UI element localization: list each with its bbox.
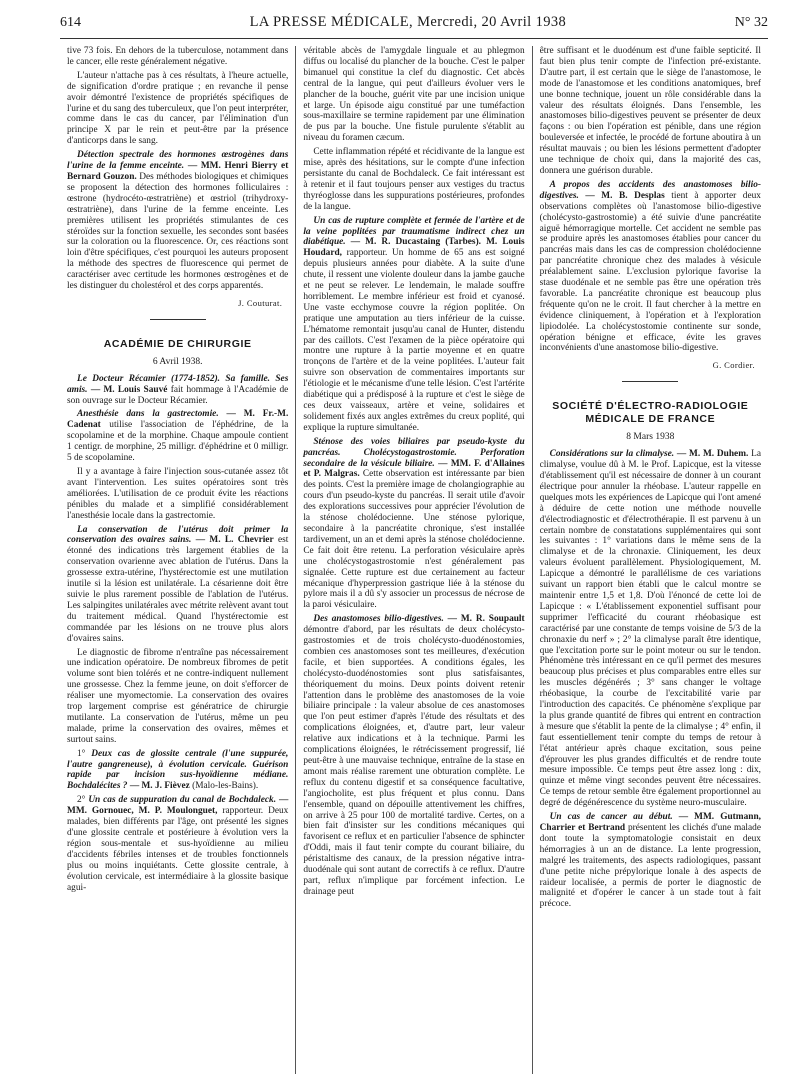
report-entry	[303, 614, 524, 898]
report-authors: — MM. Gornouec, M. P. Moulonguet,	[67, 795, 289, 817]
report-entry	[67, 795, 288, 893]
report-body: Des méthodes biologiques et chimiques se proposent la détection des hormones folliculaires : œstrone (hydrocéto-œstratriène) et œstriol (trihydroxy-œstratriène), dans l'urine de la femme enceinte. Les premières utilisent les propriétés stimulantes de ces stéroïdes sur la fonction sexuelle, les secondes sont basées sur la coloration ou la fluorescence. Or, ces réactions sont loin d'être spécifiques, c'est pourquoi les auteurs proposent la méthode des spectres de fluorescence qui permet de caractériser avec certitude les hormones œstrogènes et de les distinguer du cholestérol et des corps apparentés.	[67, 171, 289, 292]
report-authors: — M. R. Soupault	[447, 614, 525, 625]
paragraph: véritable abcès de l'amygdale linguale et au phlegmon diffus ou localisé du plancher de la bouche. C'est le palper bimanuel qui constitue la clef du diagnostic. Cet abcès central de la langue, qui peut d'ailleurs évoluer vers le plancher de la bouche, guérit vite par une incision unique et large. Un épisode aigu constitué par une tuméfaction sous-maxillaire se termine rapidement par une élimination de pus par la bouche. Une fistule purulente s'établit au niveau du foramen cæcum.	[303, 46, 525, 144]
paragraph: L'auteur n'attache pas à ces résultats, à l'heure actuelle, de signification d'ordre pratique ; en revanche il pense avoir démontré l'existence de propriétés spécifiques de l'urine et du sang des tuberculeux, que l'on peut interpréter, comme dans le cas du cancer, par l'élimination d'un principe X par le rein et peut-être par la présence d'anticorps dans le sang.	[67, 70, 289, 147]
report-entry	[67, 409, 288, 464]
item-number: 2°	[77, 795, 89, 806]
report-title: Deux cas de glossite centrale (l'une suppurée, l'autre gangreneuse), à évolution cervicale. Guérison rapide par incision sus-hyoïdienne médiane. Bochdalécites ?	[67, 748, 289, 792]
report-body: présentent les clichés d'une malade dont toute la symptomatologie consistait en deux hémorragies à un an de distance. La lente progression, malgré les traitements, des aspects radiologiques, passant d'une petite niche prépylorique lonale à des aspects de raideur localisée, a permis de porter le diagnostic de malignité et d'opérer le cancer à un stade tout à fait précoce.	[539, 823, 761, 910]
report-title: Anesthésie dans la gastrectomie.	[77, 409, 219, 420]
page-header	[60, 14, 768, 38]
report-entry	[67, 150, 288, 292]
report-authors: — M. L. Chevrier	[195, 535, 274, 546]
journal-title: LA PRESSE MÉDICALE, Mercredi, 20 Avril 1938	[249, 14, 567, 30]
signature: G. Cordier.	[712, 360, 755, 371]
paragraph: Il y a avantage à faire l'injection sous-cutanée assez tôt avant l'intervention. Les suites opératoires sont très améliorées. L'utilisation de ce produit évite les réactions pénibles du malade et a simplifié considérablement l'anesthésie locale dans la gastrectomie.	[67, 467, 289, 521]
report-title: A propos des accidents des anastomoses bilio-digestives.	[539, 179, 761, 201]
report-authors: — M. M. Duhem.	[676, 449, 749, 460]
page-number: 614	[60, 15, 81, 30]
report-body: démontre d'abord, par les résultats de deux cholécysto-gastrostomies et de trois cholécysto-duodénostomies, combien ces anastomoses sont tes meilleures, d'exécution facile, et bien supportées. A conditions égales, les cholécysto-duodénostomies sont plus satisfaisantes, théoriquement du moins. Deux points doivent retenir l'attention dans le problème des anastomoses de la voie biliaire principale : la valeur absolue de ces anastomoses que l'on peut estimer d'après l'étude des résultats et des complications éloignées, et, d'autre part, leur valeur relative aux indications et à la technique. Parmi les complications éloignées, le rétrécissement progressif, lié peut-être à une mauvaise technique, entraîne de la stase en amont mais réalise rarement une obturation complète. Le reflux du contenu digestif et sa conséquence facultative, l'angiocholite, est plus fréquent et plus connu. Dans l'ensemble, quand on dépouille attentivement les chiffres, on arrive à 25 pour 100 de mortalité tardive. Certes, on a bien fait d'insister sur les conditions mécaniques qui favorisent ce reflux et en particulier l'absence de sphincter d'Oddi, mais il faut tenir compte du courant biliaire, du péristaltisme des canaux, de la pression négative intra-duodénale qui sont autant de correctifs à ce reflux. D'autre part, reflux n'implique par forcément infection. Le drainage peut	[303, 625, 525, 897]
report-authors: — MM. Henri Bierry et Bernard Gouzon.	[67, 161, 289, 182]
section-heading: SOCIÉTÉ D'ÉLECTRO-RADIOLOGIE MÉDICALE DE FRANCE	[552, 400, 749, 426]
paragraph: tive 73 fois. En dehors de la tuberculose, notamment dans le cancer, elle reste généralement négative.	[67, 46, 289, 67]
report-authors: — M. R. Ducastaing (Tarbes). M. Louis Houdard,	[303, 237, 525, 259]
report-authors: — M. B. Desplas	[585, 190, 665, 201]
report-title: Sténose des voies biliaires par pseudo-kyste du pancréas. Cholécystogastrostomie. Perforation secondaire de la vésicule biliaire.	[303, 436, 525, 469]
report-body: tient à apporter deux observations complètes où l'anastomose bilio-digestive (cholécysto-gastrostomie) a été suivie d'une pancréatite aiguë hémorragique mortelle. Cet accident ne semble pas se produire après les anastomoses établies pour cancer du pancréas mais dans les cas de compression cholédocienne par pancréatite chronique chez des malades à vésicule préalablement saine. L'exclusion pylorique favorise la stase duodénale et ne semble pas être une opération très favorable. La pancréatite chronique est beaucoup plus fréquente qu'on ne le croit. Il faut chercher à la mettre en évidence cliniquement, à l'opération et à l'exploration lipiodolée. La cholécystostomie continente sur sonde, opération bénigne et efficace, évite les graves inconvénients d'une anastomose bilio-digestive.	[539, 190, 761, 354]
article-columns	[60, 46, 768, 1074]
report-entry	[303, 216, 524, 434]
section-divider	[622, 381, 678, 382]
section-date: 8 Mars 1938	[626, 432, 675, 443]
report-entry	[67, 749, 288, 793]
report-title: Considérations sur la climalyse.	[549, 449, 675, 460]
report-body: fait hommage à l'Académie de son ouvrage sur le Docteur Récamier.	[67, 384, 289, 406]
report-body: rapporteur. Un homme de 65 ans est soigné depuis plusieurs années pour diabète. A la suite d'une chute, il ressent une violente douleur dans la jambe gauche et ne peut se relever. Le lendemain, le malade souffre horriblement. Le membre inférieur est froid et cyanosé. Une vaste ecchymose couvre la région poplitée. On pratique une amputation au tiers inférieur de la cuisse. L'hématome remontait jusqu'au canal de Hunter, distendu par des caillots. C'est l'examen de la pièce opératoire qui montre une rupture à la partie moyenne et en quatre tronçons de l'artère et de la veine poplitées. L'auteur fait suivre son observation de commentaires importants sur l'étiologie et le mécanisme d'une telle lésion. C'est l'artérite diabétique qui a prédisposé à la rupture et c'est le siège de ces deux vaisseaux, artère et veine, solidaires et solidement fixés aux angles extrêmes du creux poplité, qui explique la rupture simultanée.	[303, 248, 525, 433]
report-title: Un cas de cancer au début.	[549, 812, 673, 823]
report-entry	[540, 449, 761, 809]
report-title: Un cas de suppuration du canal de Bochdaleck.	[88, 795, 277, 806]
paragraph: être suffisant et le duodénum est d'une faible septicité. Il faut bien plus tenir compte de l'infection pré-existante. D'autre part, il est certain que le siège de l'anastomose, le mode de l'anastomose et les conditions anatomiques, bref une bonne technique, jouent un rôle considérable dans la valeur des résultats éloignés. Dans l'ensemble, les anastomoses bilio-digestives peuvent se présenter de deux façons : ou bien l'opération est pénible, dans une région bouleversée et infectée, le procédé de fortune aboutira à un résultat mauvais ; ou bien les lésions permettent d'adopter une technique de choix qui, dans la majorité des cas, donnera une guérison durable.	[539, 46, 761, 176]
header-rule	[60, 38, 768, 39]
report-authors: — MM. F. d'Allaines et P. Malgras.	[303, 458, 525, 480]
report-authors: — M. Louis Sauvé	[90, 384, 168, 395]
report-entry	[540, 812, 761, 910]
column-2	[295, 46, 531, 1074]
report-title: Des anastomoses bilio-digestives.	[313, 614, 444, 625]
section-heading: ACADÉMIE DE CHIRURGIE	[103, 337, 252, 350]
paragraph: Le diagnostic de fibrome n'entraîne pas nécessairement une indication opératoire. De nombreux fibromes de petit volume sont bien tolérés et ne contre-indiquent nullement une grossesse. Chez la femme jeune, on doit s'efforcer de réaliser une myomectomie. La conservation des ovaires trop largement comprise est génératrice de chirurgie mutilante. La conservation de l'utérus, même un peu malade, prime la conservation des ovaires, mêmes et surtout sains.	[67, 647, 289, 745]
report-body: rapporteur. Deux malades, bien différents par l'âge, ont présenté les signes d'une glossite centrale et postérieure à évolution vers la région sous-mentale et sus-hyoïdienne au milieu d'accidents fébriles intenses et de troubles fonctionnels plus ou moins inquiétants. Cette glossite centrale, à évolution cervicale, est intermédiaire à la glossite basique agui-	[67, 806, 289, 893]
paragraph: Cette inflammation répété et récidivante de la langue est mise, après des hésitations, sur le compte d'une infection persistante du canal de Bochdaleck. Ce fait intéressant est à retenir et il faut toujours penser aux vestiges du tractus thyréoglosse dans les suppurations postérieures, profondes de la langue.	[303, 147, 525, 212]
report-body: Cette observation est intéressante par bien des points. C'est la première image de cholangiographie au cours d'un pseudo-kyste du pancréas. Il serait utile d'avoir des explorations successives pour apprécier l'évolution de la sténose cholédocienne. Une sténose pylorique, secondaire à la pancréatite chronique, s'est installée tardivement, un an et demi après la sténose cholédocienne. Ce fait doit être retenu. La perforation vésiculaire après une cholécystogastrostomie n'est généralement pas signalée. Cette rupture est due certainement au facteur mécanique d'hyperpression gastrique liée à la sténose du pylore mais il a dû s'y associer un processus de nécrose de la paroi vésiculaire.	[303, 469, 525, 611]
column-3	[532, 46, 768, 1074]
report-title: La conservation de l'utérus doit primer la conservation des ovaires sains.	[67, 524, 289, 546]
report-authors: — M. Fr.-M. Cadenat	[67, 409, 289, 431]
report-title: Un cas de rupture complète et fermée de l'artère et de la veine poplitées par traumatisme indirect chez un diabétique.	[303, 215, 525, 248]
report-entry	[67, 374, 288, 407]
report-title: Le Docteur Récamier (1774-1852). Sa famille. Ses amis.	[67, 373, 289, 395]
item-number: 1°	[77, 748, 92, 759]
section-date: 6 Avril 1938.	[152, 356, 203, 367]
report-entry	[67, 525, 288, 645]
report-authors: — M. J. Fièvez	[129, 781, 190, 792]
report-body: La climalyse, voulue dû à M. le Prof. Lapicque, est la vitesse d'établissement qu'il est nécessaire de donner à un courant électrique pour annuler la rhéobase. L'auteur rappelle en quelques mots les expériences de Lapicque qui l'ont amené à déduire de cette notion une méthode nouvelle d'électrodiagnostic et d'électrothérapie. Il est parvenu à un certain nombre de constatations supplémentaires qui sont les suivantes : 1° variations dans le même sens de la climalyse et de la chronaxie. Cliniquement, les deux valeurs évoluent parallèlement. Physiologiquement, M. Lapicque a démontré le parallélisme de ces variations suivant un rapport bien établi que le calcul montre se maintenir entre 1,5 et 1,8. D'où l'énoncé de cette loi de Lapicque : « L'établissement exponentiel suffisant pour supprimer l'efficacité du courant rhéobasique est caractérisé par une constante de temps voisine de 5/3 de la chronaxie du nerf » ; 2° la climalyse paraît être identique, que l'excitation porte sur le point moteur ou sur le tendon. Phénomène très intéressant en ce qu'il permet des mesures beaucoup plus précises et plus comparables entre elles sur les muscles dégénérés ; 3° sans changer le voltage rhéobasique, la courbe de l'excitabilité varie par l'introduction des capacités. Ce phénomène s'explique par la plus grande quantité de fibres qui entrent en contraction à mesure que s'établit la pente de la climalyse ; 4° enfin, il faut essentiellement tenir compte du temps de retour à l'état antérieur après chaque excitation, sous peine d'éprouver les plus grandes difficultés et de rendre toute mesure impossible. Ce temps peut être assez long : dix, quinze et même vingt secondes peuvent être nécessaires. Ce temps de retour semble être également proportionnel au degré de dégénérescence du système neuro-musculaire.	[539, 449, 761, 809]
column-1	[60, 46, 295, 1074]
report-body: (Malo-les-Bains).	[189, 781, 259, 792]
issue-number: N° 32	[734, 15, 768, 30]
report-body: est étonné des indications très largement établies de la conservation ovarienne avec ablation de l'utérus. Dans la grossesse extra-utérine, l'hystérectomie est une mutilation inutile si la lésion est unilatérale. La césarienne doit être suivie le plus rarement possible de l'ablation de l'utérus. Les salpingites unilatérales avec métrite relèvent avant tout du traitement médical. Quand l'hystérectomie est commandée par les lésions on ne trouve plus alors d'ovaires sains.	[67, 535, 289, 644]
report-title: Détection spectrale des hormones œstrogènes dans l'urine de la femme enceinte.	[67, 150, 289, 172]
report-authors: — MM. Gutmann, Charrier et Bertrand	[539, 812, 761, 833]
signature: J. Couturat.	[238, 297, 283, 308]
report-body: utilise l'association de l'éphédrine, de la scopolamine et de la morphine. Chaque ampoule contient 1 centigr. de morphine, 25 milligr. d'éphédrine et 0 milligr. 5 de scopolamine.	[67, 420, 289, 464]
report-entry	[303, 437, 524, 612]
report-entry	[540, 180, 761, 355]
section-divider	[150, 319, 206, 320]
